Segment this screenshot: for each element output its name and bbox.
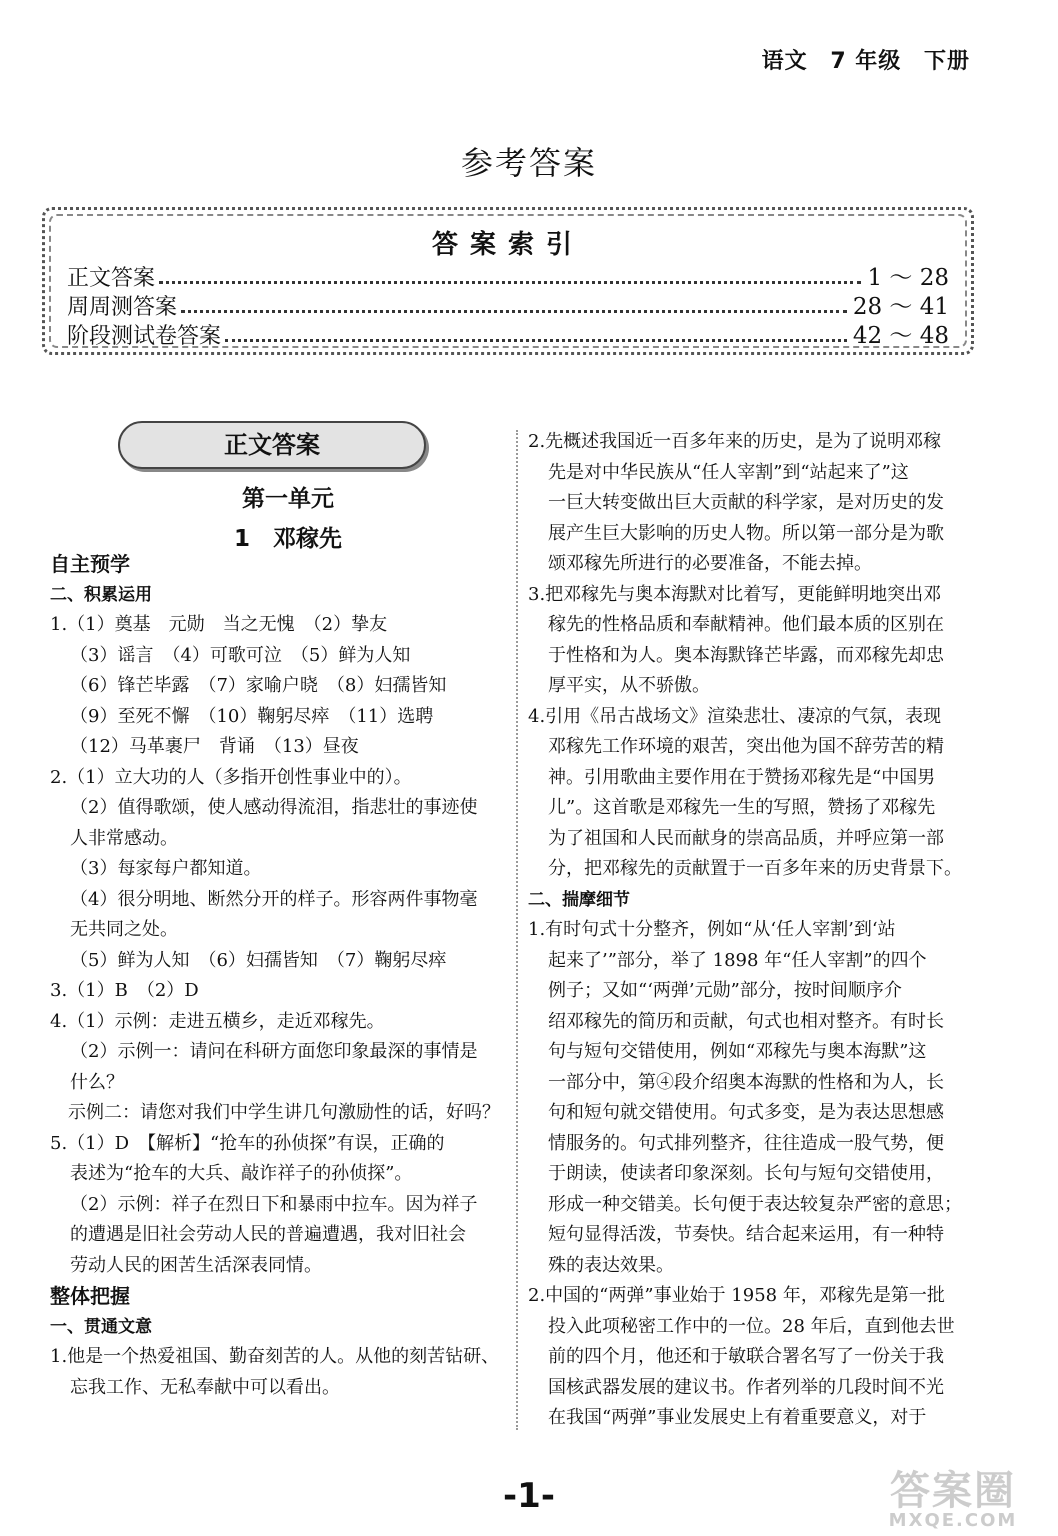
answer-line: （3）谣言 （4）可歌可泣 （5）鲜为人知 [70, 644, 411, 666]
unit-title: 第一单元 [242, 486, 334, 512]
answer-line: 4.引用《吊古战场文》渲染悲壮、凄凉的气氛，表现 [528, 705, 942, 727]
page-title: 参考答案 [460, 144, 597, 182]
index-row-range: 42 ～ 48 [852, 323, 949, 349]
answer-line: 1.（1）奠基 元勋 当之无愧 （2）挚友 [50, 614, 388, 635]
answer-line: 句与短句交错使用，例如“邓稼先与奥本海默”这 [548, 1041, 927, 1062]
header-subject: 语文 [761, 49, 808, 74]
section-heading: 整体把握 [50, 1284, 130, 1308]
right-column [528, 427, 978, 1434]
index-row [67, 262, 949, 292]
page-header [748, 44, 970, 75]
index-row-label: 正文答案 [67, 266, 156, 291]
answer-line: 表述为“抢车的大兵、敲诈祥子的孙侦探”。 [70, 1163, 413, 1184]
answer-line: 2.中国的“两弹”事业始于 1958 年，邓稼先是第一批 [528, 1285, 945, 1306]
answer-line: 情服务的。句式排列整齐，往往造成一股气势，便 [548, 1132, 944, 1154]
index-row-range: 28 ～ 41 [852, 294, 949, 320]
answer-line: （12）马革裹尸 背诵 （13）昼夜 [70, 736, 359, 757]
answer-line: 绍邓稼先的简历和贡献，句式也相对整齐。有时长 [548, 1010, 944, 1032]
answer-line: 稼先的性格品质和奉献精神。他们最本质的区别在 [548, 614, 944, 635]
answer-line: 短句显得活泼，节奏快。结合起来运用，有一种特 [548, 1224, 944, 1245]
answer-line: 起来了’”部分，举了 1898 年“任人宰割”的四个 [548, 949, 927, 971]
watermark-url: MXQE.COM [888, 1510, 1018, 1531]
answer-line: 的遭遇是旧社会劳动人民的普遍遭遇，我对旧社会 [70, 1224, 466, 1245]
answer-line: （5）鲜为人知 （6）妇孺皆知 （7）鞠躬尽瘁 [70, 949, 447, 971]
answer-line: 2.先概述我国近一百多年来的历史，是为了说明邓稼 [528, 431, 942, 452]
page-number: -1- [503, 1476, 555, 1516]
dot-leader [181, 310, 847, 313]
section-heading: 二、积累运用 [50, 584, 152, 605]
answer-line: 儿”。这首歌是邓稼先一生的写照，赞扬了邓稼先 [548, 797, 936, 818]
answer-index-title: 答案索引 [431, 230, 584, 260]
answer-line: （2）值得歌颂，使人感动得流泪，指悲壮的事迹使 [70, 797, 478, 818]
index-row [67, 291, 949, 321]
answer-line: 形成一种交错美。长句便于表达较复杂严密的意思； [548, 1193, 962, 1215]
answer-line: 4.（1）示例：走进五横乡，走近邓稼先。 [50, 1010, 385, 1032]
answer-line: 1.有时句式十分整齐，例如“从‘任人宰割’到‘站 [528, 919, 896, 940]
answer-line: 3.把邓稼先与奥本海默对比着写，更能鲜明地突出邓 [528, 583, 942, 605]
section-pill: 正文答案 [118, 421, 426, 469]
answer-line: 示例二：请您对我们中学生讲几句激励性的话，好吗？ [50, 1102, 500, 1123]
answer-line: 前的四个月，他还和于敏联合署名写了一份关于我 [548, 1346, 944, 1367]
answer-line: 展产生巨大影响的历史人物。所以第一部分是为歌 [548, 522, 944, 544]
answer-line: 先是对中华民族从“任人宰割”到“站起来了”这 [548, 461, 909, 483]
answer-line: 为了祖国和人民而献身的崇高品质，并呼应第一部 [548, 827, 944, 849]
header-grade: 7 年级 [830, 49, 902, 74]
answer-line: 一部分中，第④段介绍奥本海默的性格和为人，长 [548, 1071, 944, 1093]
answer-line: 在我国“两弹”事业发展史上有着重要意义，对于 [548, 1407, 927, 1428]
lesson-title: 1 邓稼先 [233, 526, 342, 552]
answer-line: 2.（1）立大功的人（多指开创性事业中的）。 [50, 766, 412, 788]
watermark-logo [868, 1470, 1038, 1530]
answer-line: 神。引用歌曲主要作用在于赞扬邓稼先是“中国男 [548, 766, 936, 788]
section-heading: 二、揣摩细节 [528, 889, 630, 910]
answer-line: 什么？ [70, 1071, 124, 1093]
answer-line: 5.（1）D 【解析】“抢车的孙侦探”有误，正确的 [50, 1132, 445, 1154]
answer-line: 于朗读，使读者印象深刻。长句与短句交错使用， [548, 1163, 944, 1184]
index-row-label: 阶段测试卷答案 [67, 324, 222, 349]
index-row-range: 1 ～ 28 [867, 265, 949, 291]
answer-line: 投入此项秘密工作中的一位。28 年后，直到他去世 [548, 1315, 955, 1337]
section-heading: 自主预学 [50, 552, 130, 576]
answer-line: 一巨大转变做出巨大贡献的科学家，是对历史的发 [548, 492, 944, 513]
answer-line: （9）至死不懈 （10）鞠躬尽瘁 （11）选聘 [70, 705, 434, 727]
answer-line: （2）示例一：请问在科研方面您印象最深的事情是 [70, 1041, 478, 1062]
column-divider [516, 430, 518, 1430]
answer-line: 分，把邓稼先的贡献置于一百多年来的历史背景下。 [548, 858, 962, 879]
index-row [67, 320, 949, 350]
answer-line: （4）很分明地、断然分开的样子。形容两件事物毫 [70, 888, 478, 910]
answer-line: 人非常感动。 [70, 827, 178, 849]
watermark-text: 答案圈 [890, 1468, 1016, 1514]
left-column [50, 549, 505, 1403]
dot-leader [159, 281, 861, 284]
answer-line: 颂邓稼先所进行的必要准备，不能去掉。 [548, 553, 872, 574]
answer-line: 于性格和为人。奥本海默锋芒毕露，而邓稼先却忠 [548, 644, 944, 666]
answer-line: 国核武器发展的建议书。作者列举的几段时间不光 [548, 1376, 944, 1398]
answer-line: 厚平实，从不骄傲。 [548, 675, 710, 696]
section-heading: 一、贯通文意 [50, 1316, 152, 1337]
answer-line: （3）每家每户都知道。 [70, 858, 262, 879]
answer-line: 劳动人民的困苦生活深表同情。 [70, 1254, 322, 1276]
answer-line: 邓稼先工作环境的艰苦，突出他为国不辞劳苦的精 [548, 736, 944, 757]
answer-line: 1.他是一个热爱祖国、勤奋刻苦的人。从他的刻苦钻研、 [50, 1346, 500, 1367]
answer-line: 无共同之处。 [70, 919, 178, 940]
dot-leader [225, 339, 847, 342]
answer-line: 忘我工作、无私奉献中可以看出。 [70, 1376, 340, 1398]
index-row-label: 周周测答案 [67, 295, 178, 320]
answer-line: 殊的表达效果。 [548, 1254, 674, 1276]
answer-index-box [42, 207, 974, 355]
answer-line: 例子；又如“‘两弹’元勋”部分，按时间顺序介 [548, 980, 902, 1001]
answer-line: （6）锋芒毕露 （7）家喻户晓 （8）妇孺皆知 [70, 675, 447, 696]
header-volume: 下册 [923, 49, 970, 74]
answer-line: 句和短句就交错使用。句式多变，是为表达思想感 [548, 1102, 944, 1123]
answer-line: （2）示例：祥子在烈日下和暴雨中拉车。因为祥子 [70, 1193, 478, 1215]
answer-line: 3.（1）B （2）D [50, 980, 199, 1001]
